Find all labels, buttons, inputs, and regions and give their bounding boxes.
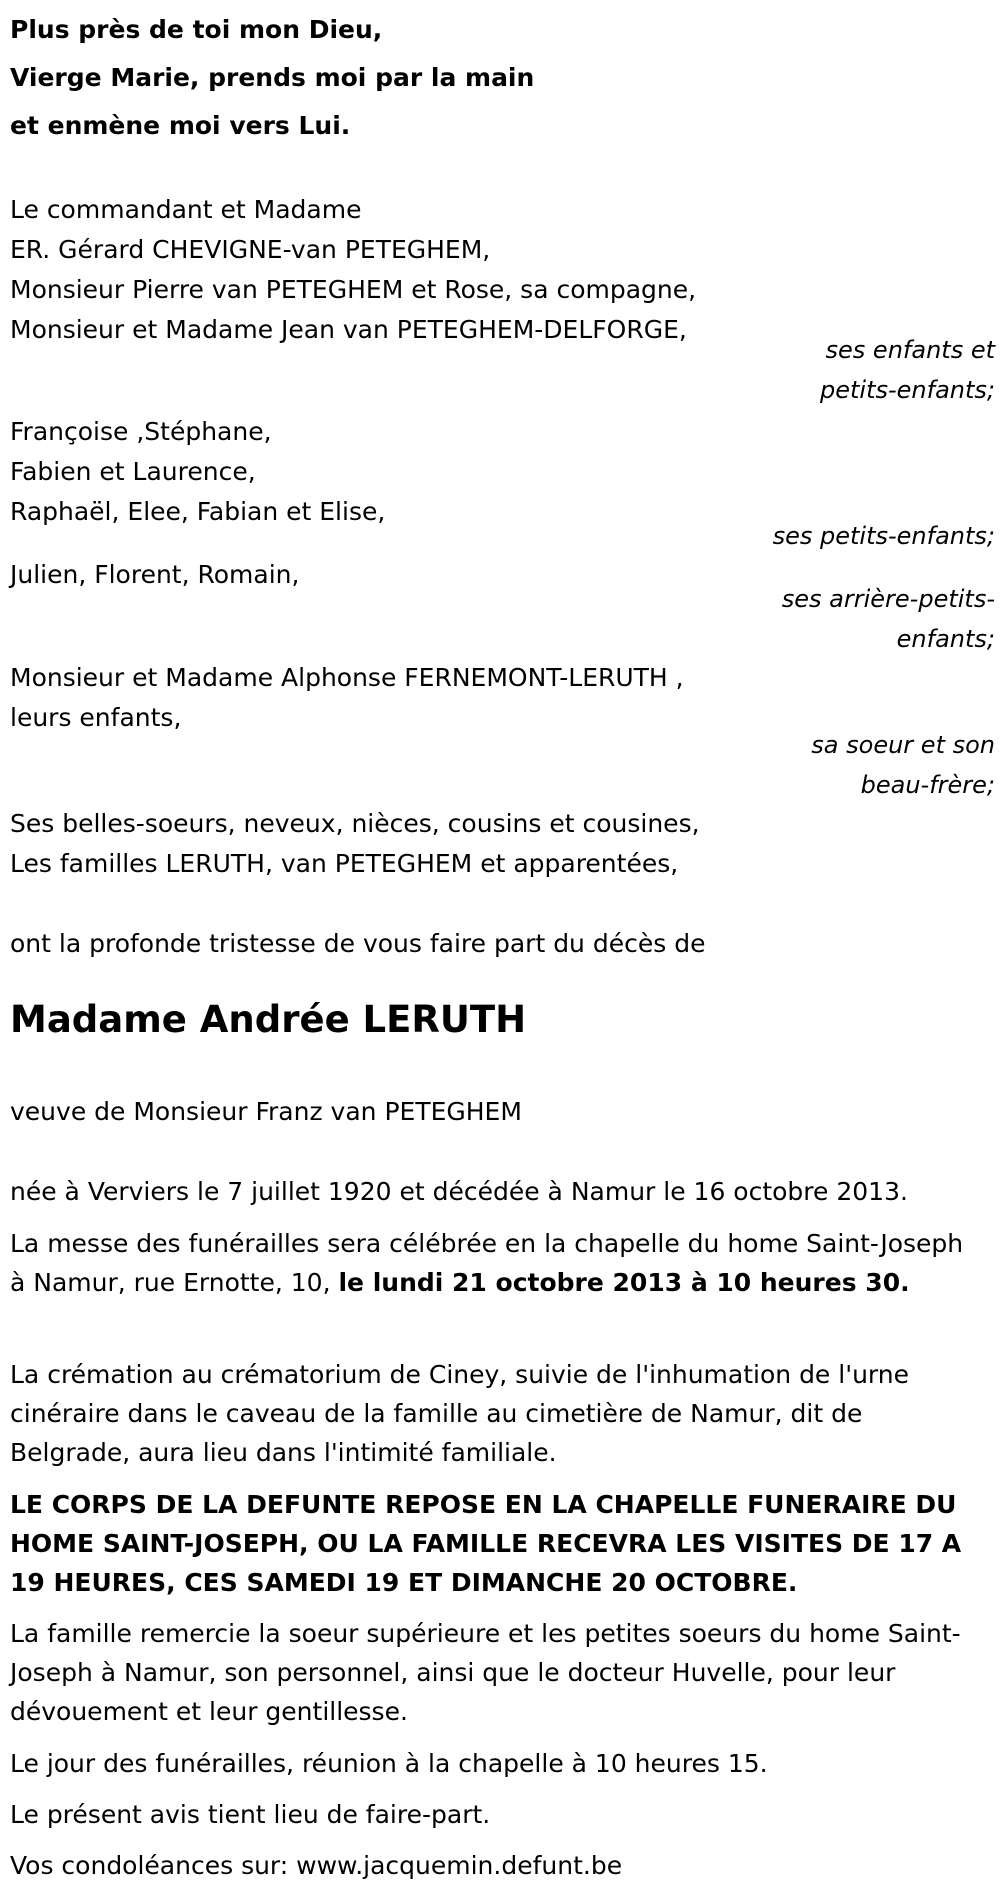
verse-line: Plus près de toi mon Dieu, — [10, 15, 383, 44]
family-line: Fabien et Laurence, — [10, 457, 256, 486]
condolences-text: Vos condoléances sur: www.jacquemin.defunt.be — [10, 1851, 623, 1880]
relation-line: petits-enfants; — [820, 376, 995, 404]
relation-line: ses petits-enfants; — [772, 522, 995, 550]
widow-of-text: veuve de Monsieur Franz van PETEGHEM — [10, 1097, 522, 1126]
family-line: Ses belles-soeurs, neveux, nièces, cousins et cousines, — [10, 809, 700, 838]
family-group — [10, 804, 995, 884]
thanks-paragraph: La famille remercie la soeur supérieure et les petites soeurs du home Saint-Joseph à Namur, son personnel, ainsi que le docteur Huvelle, pour leur dévouement et leur gentillesse. — [10, 1619, 961, 1726]
family-line: Monsieur et Madame Alphonse FERNEMONT-LERUTH , — [10, 663, 684, 692]
notice-text: Le présent avis tient lieu de faire-part. — [10, 1800, 491, 1829]
verse-line: Vierge Marie, prends moi par la main — [10, 63, 535, 92]
family-group — [10, 190, 995, 350]
relation-line: sa soeur et son — [811, 731, 995, 759]
deceased-name: Madame Andrée LERUTH — [10, 998, 527, 1041]
relation-line: enfants; — [896, 625, 995, 653]
verse-line: et enmène moi vers Lui. — [10, 111, 351, 140]
verse-block — [10, 6, 534, 150]
family-line: Françoise ,Stéphane, — [10, 417, 272, 446]
family-line: Julien, Florent, Romain, — [10, 560, 300, 589]
announcement-text: ont la profonde tristesse de vous faire part du décès de — [10, 929, 706, 958]
family-line: Le commandant et Madame — [10, 195, 362, 224]
mass-date: le lundi 21 octobre 2013 à 10 heures 30. — [338, 1268, 910, 1297]
family-line: leurs enfants, — [10, 703, 182, 732]
relation-label — [755, 330, 995, 410]
relation-line: beau-frère; — [860, 771, 995, 799]
relation-line: ses enfants et — [825, 336, 995, 364]
mass-paragraph — [10, 1224, 970, 1302]
family-line: ER. Gérard CHEVIGNE-van PETEGHEM, — [10, 235, 491, 264]
cremation-paragraph: La crémation au crématorium de Ciney, suivie de l'inhumation de l'urne cinéraire dans le caveau de la famille au cimetière de Namur, dit de Belgrade, aura lieu dans l'intimité familiale. — [10, 1360, 909, 1467]
mass-text: La messe des funérailles sera célébrée en la chapelle du home Saint-Joseph à Namur, rue Ernotte, 10, — [10, 1229, 964, 1297]
family-line: Monsieur et Madame Jean van PETEGHEM-DELFORGE, — [10, 315, 687, 344]
birth-death-text: née à Verviers le 7 juillet 1920 et décédée à Namur le 16 octobre 2013. — [10, 1177, 908, 1206]
relation-label — [755, 725, 995, 805]
relation-label — [695, 516, 995, 556]
family-line: Monsieur Pierre van PETEGHEM et Rose, sa compagne, — [10, 275, 697, 304]
family-line: Les familles LERUTH, van PETEGHEM et apparentées, — [10, 849, 679, 878]
relation-label — [735, 579, 995, 659]
relation-line: ses arrière-petits- — [781, 585, 995, 613]
family-group — [10, 412, 995, 532]
family-line: Raphaël, Elee, Fabian et Elise, — [10, 497, 386, 526]
meeting-text: Le jour des funérailles, réunion à la chapelle à 10 heures 15. — [10, 1749, 768, 1778]
visitation-paragraph: LE CORPS DE LA DEFUNTE REPOSE EN LA CHAPELLE FUNERAIRE DU HOME SAINT-JOSEPH, OU LA FAMILLE RECEVRA LES VISITES DE 17 A 19 HEURES, CES SAMEDI 19 ET DIMANCHE 20 OCTOBRE. — [10, 1490, 962, 1597]
